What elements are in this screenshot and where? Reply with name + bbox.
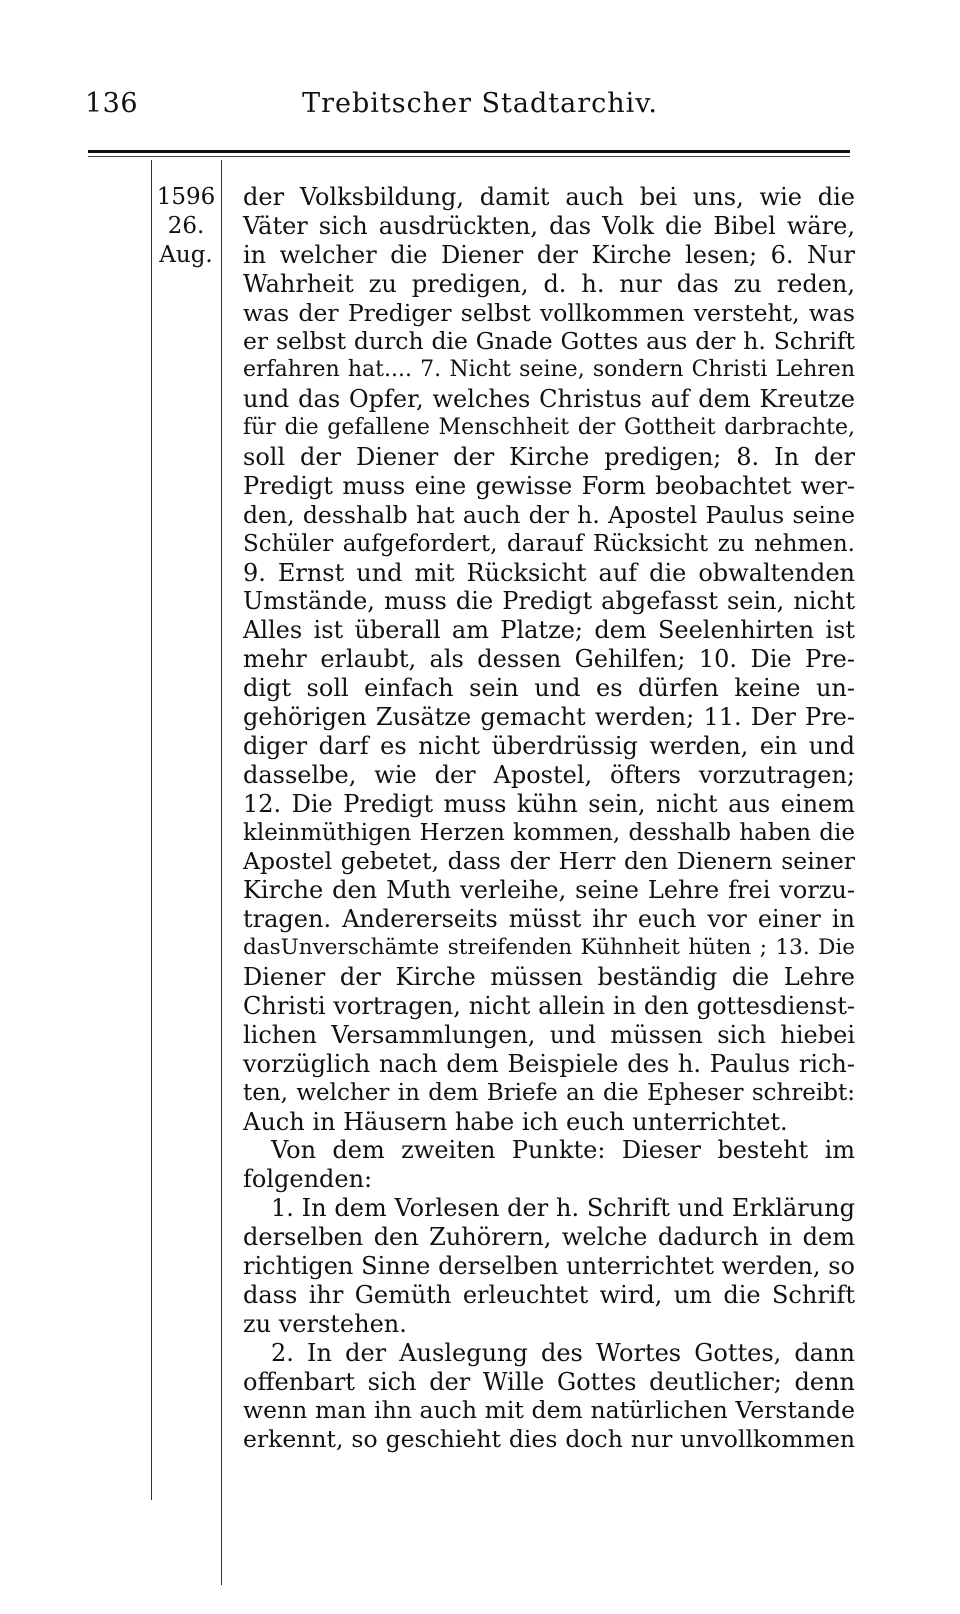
text-line: diger darf es nicht überdrüssig werden, ein und [243,731,855,760]
text-line: tragen. Andererseits müsst ihr euch vor einer in [243,905,855,934]
text-line: lichen Versammlungen, und müssen sich hiebei [243,1020,855,1049]
text-line: Predigt muss eine gewisse Form beobachtet wer- [243,471,855,500]
text-line: kleinmüthigen Herzen kommen, desshalb haben die [243,819,855,846]
text-line: in welcher die Diener der Kirche lesen; 6. Nur [243,240,855,269]
text-line: vorzüglich nach dem Beispiele des h. Paulus rich- [243,1049,855,1078]
header-rule-thin [88,156,850,157]
header-rule-thick [88,150,850,153]
text-line: und das Opfer, welches Christus auf dem Kreutze [243,385,855,414]
text-line: Von dem zweiten Punkte: Dieser besteht im [271,1136,855,1165]
text-line: dass ihr Gemüth erleuchtet wird, um die Schrift [243,1280,855,1309]
text-line: der Volksbildung, damit auch bei uns, wie die [243,183,855,211]
margin-column-left-rule [151,160,152,1500]
text-line: erfahren hat.... 7. Nicht seine, sondern Christi Lehren [243,357,855,383]
text-line: Väter sich ausdrückten, das Volk die Bibel wäre, [243,211,855,240]
margin-date [155,183,217,270]
text-line: für die gefallene Menschheit der Gottheit darbrachte, [243,415,855,441]
text-line: was der Prediger selbst vollkommen versteht, was [243,298,855,327]
page-number: 136 [85,88,139,119]
text-line: richtigen Sinne derselben unterrichtet werden, so [243,1251,855,1280]
text-line: 1. In dem Vorlesen der h. Schrift und Erklärung [271,1194,855,1223]
text-line: mehr erlaubt, als dessen Gehilfen; 10. Die Pre- [243,645,855,674]
text-line: derselben den Zuhörern, welche dadurch in dem [243,1223,855,1252]
margin-column-right-rule [221,160,222,1585]
text-line: dasUnverschämte streifenden Kühnheit hüten ; 13. Die [243,935,855,961]
text-line: ten, welcher in dem Briefe an die Epheser schreibt: [243,1079,855,1106]
text-line: digt soll einfach sein und es dürfen keine un- [243,674,855,703]
text-line: Schüler aufgefordert, darauf Rücksicht zu nehmen. [243,530,855,557]
text-line: soll der Diener der Kirche predigen; 8. In der [243,443,855,472]
text-line: Auch in Häusern habe ich euch unterrichtet. [243,1107,788,1136]
text-line: 9. Ernst und mit Rücksicht auf die obwaltenden [243,558,855,587]
text-line: folgenden: [243,1165,373,1194]
body-text [243,183,855,1454]
text-line: er selbst durch die Gnade Gottes aus der h. Schrift [243,327,855,356]
text-line: Diener der Kirche müssen beständig die Lehre [243,963,855,992]
text-line: Christi vortragen, nicht allein in den gottesdienst- [243,991,855,1020]
margin-date-day: 26. [167,213,205,239]
text-line: zu verstehen. [243,1309,407,1338]
text-line: wenn man ihn auch mit dem natürlichen Verstande [243,1396,855,1425]
text-line: 12. Die Predigt muss kühn sein, nicht aus einem [243,789,855,818]
margin-date-month: Aug. [159,242,213,268]
text-line: Kirche den Muth verleihe, seine Lehre frei vorzu- [243,876,855,905]
text-line: den, desshalb hat auch der h. Apostel Paulus seine [243,500,855,529]
margin-date-year: 1596 [156,184,216,210]
text-line: Wahrheit zu predigen, d. h. nur das zu reden, [243,269,855,298]
text-line: Umstände, muss die Predigt abgefasst sein, nicht [243,587,855,616]
text-line: gehörigen Zusätze gemacht werden; 11. Der Pre- [243,703,855,732]
text-line: offenbart sich der Wille Gottes deutlicher; denn [243,1367,855,1396]
text-line: Alles ist überall am Platze; dem Seelenhirten ist [243,616,855,645]
text-line: erkennt, so geschieht dies doch nur unvollkommen [243,1425,855,1454]
text-line: dasselbe, wie der Apostel, öfters vorzutragen; [243,760,855,789]
text-line: Apostel gebetet, dass der Herr den Dienern seiner [243,847,855,876]
text-line: 2. In der Auslegung des Wortes Gottes, dann [271,1338,855,1367]
running-title: Trebitscher Stadtarchiv. [302,88,658,119]
